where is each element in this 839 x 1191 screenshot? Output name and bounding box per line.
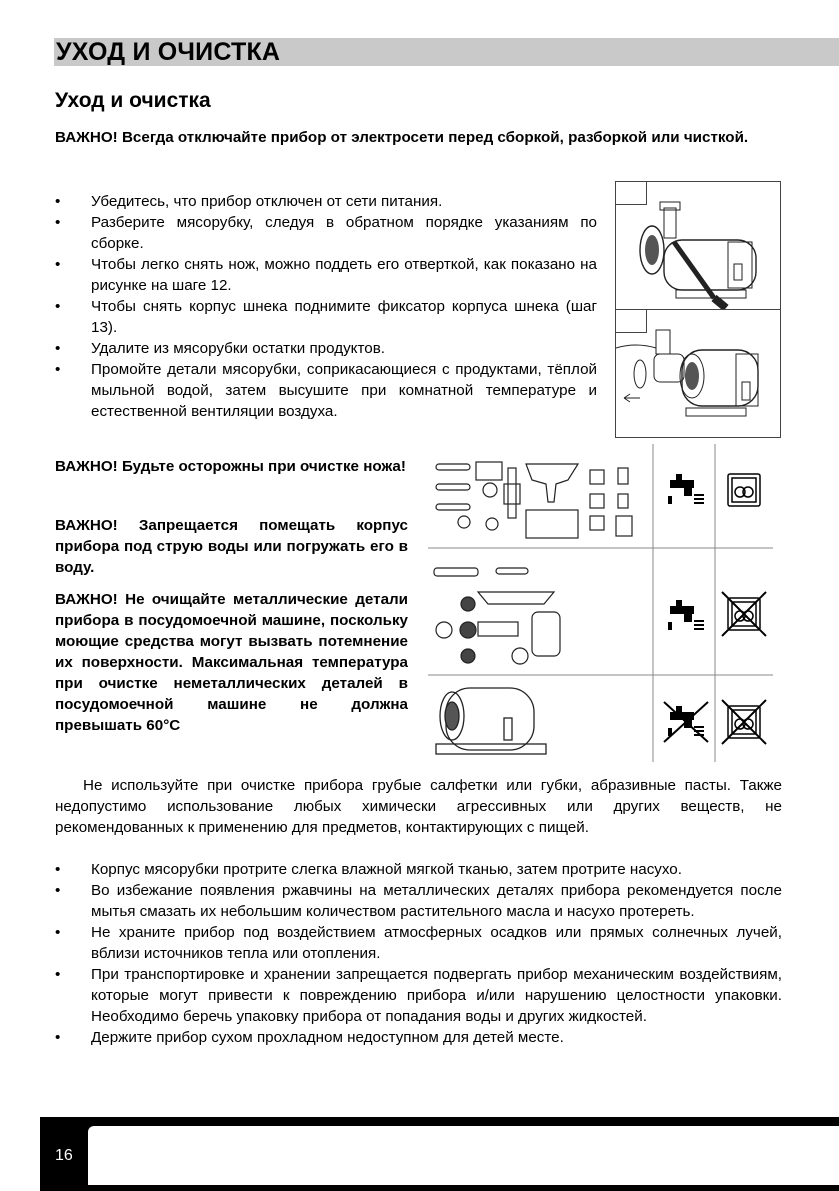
warning-knife: ВАЖНО! Будьте осторожны при очистке ножа!: [55, 458, 406, 475]
cleaning-table: [428, 444, 839, 762]
list-item: • Удалите из мясорубки остатки продуктов.: [55, 338, 597, 359]
tap-forbidden-icon: [664, 702, 708, 742]
list-item: • Разберите мясорубку, следуя в обратном порядке указаниям по сборке.: [55, 212, 597, 254]
motor-body-illustration: [436, 688, 546, 754]
dishwasher-forbidden-icon: [722, 700, 766, 744]
list-item: • При транспортировке и хранении запрещается подвергать прибор механическим воздействиям, которые могут привести к повреждению прибора и/или нарушению целостности упаковки. Необходимо беречь упаковку прибора от попадания воды и других жидкостей.: [55, 964, 782, 1027]
plastic-parts-illustration: [436, 462, 632, 538]
figure-step-12: [615, 181, 781, 311]
dishwasher-allowed-icon: [728, 474, 760, 506]
list-item: • Во избежание появления ржавчины на металлических деталях прибора рекомендуется после мытья смазать их небольшим количеством растительного масла и насухо протереть.: [55, 880, 782, 922]
list-item: • Корпус мясорубки протрите слегка влажной мягкой тканью, затем протрите насухо.: [55, 859, 782, 880]
dishwasher-forbidden-icon: [722, 592, 766, 636]
list-item: • Чтобы легко снять нож, можно поддеть его отверткой, как показано на рисунке на шаге 12.: [55, 254, 597, 296]
section-title: УХОД И ОЧИСТКА: [56, 38, 281, 66]
tap-allowed-icon: [668, 474, 704, 504]
list-item: • Убедитесь, что прибор отключен от сети питания.: [55, 191, 597, 212]
warning-dishwasher: ВАЖНО! Не очищайте металлические детали прибора в посудомоечной машине, поскольку моющие средства могут вызвать потемнение их поверхности. Максимальная температура при очистке неметаллических деталей в посудомоечной машине не должна превышать 60°С: [55, 591, 408, 734]
warning-water: ВАЖНО! Запрещается помещать корпус прибора под струю воды или погружать его в воду.: [55, 517, 408, 576]
list-item: • Держите прибор сухом прохладном недоступном для детей месте.: [55, 1027, 782, 1048]
footer-panel: [88, 1126, 839, 1185]
list-item: • Чтобы снять корпус шнека поднимите фиксатор корпуса шнека (шаг 13).: [55, 296, 597, 338]
page-subtitle: Уход и очистка: [55, 89, 211, 112]
page-number: 16: [55, 1147, 73, 1164]
tap-allowed-icon: [668, 600, 704, 630]
figure-step-13: [615, 309, 781, 438]
cleaning-paragraph: Не используйте при очистке прибора грубые салфетки или губки, абразивные пасты. Также недопустимо использование любых химически агрессивных или других веществ, не рекомендованных к применению для предметов, контактирующих с пищей.: [55, 777, 782, 836]
meat-grinder-housing-illustration: [616, 310, 780, 437]
list-item: • Не храните прибор под воздействием атмосферных осадков или прямых солнечных лучей, вблизи источников тепла или отопления.: [55, 922, 782, 964]
important-note-top: ВАЖНО! Всегда отключайте прибор от электросети перед сборкой, разборкой или чисткой.: [55, 129, 749, 146]
list-item: • Промойте детали мясорубки, соприкасающиеся с продуктами, тёплой мыльной водой, затем высушите при комнатной температуре и естественной вентиляции воздуха.: [55, 359, 597, 422]
bullet-list-top: [55, 191, 597, 422]
metal-parts-illustration: [434, 568, 560, 664]
bullet-list-bottom: [55, 859, 782, 1048]
meat-grinder-knife-illustration: [616, 182, 780, 310]
